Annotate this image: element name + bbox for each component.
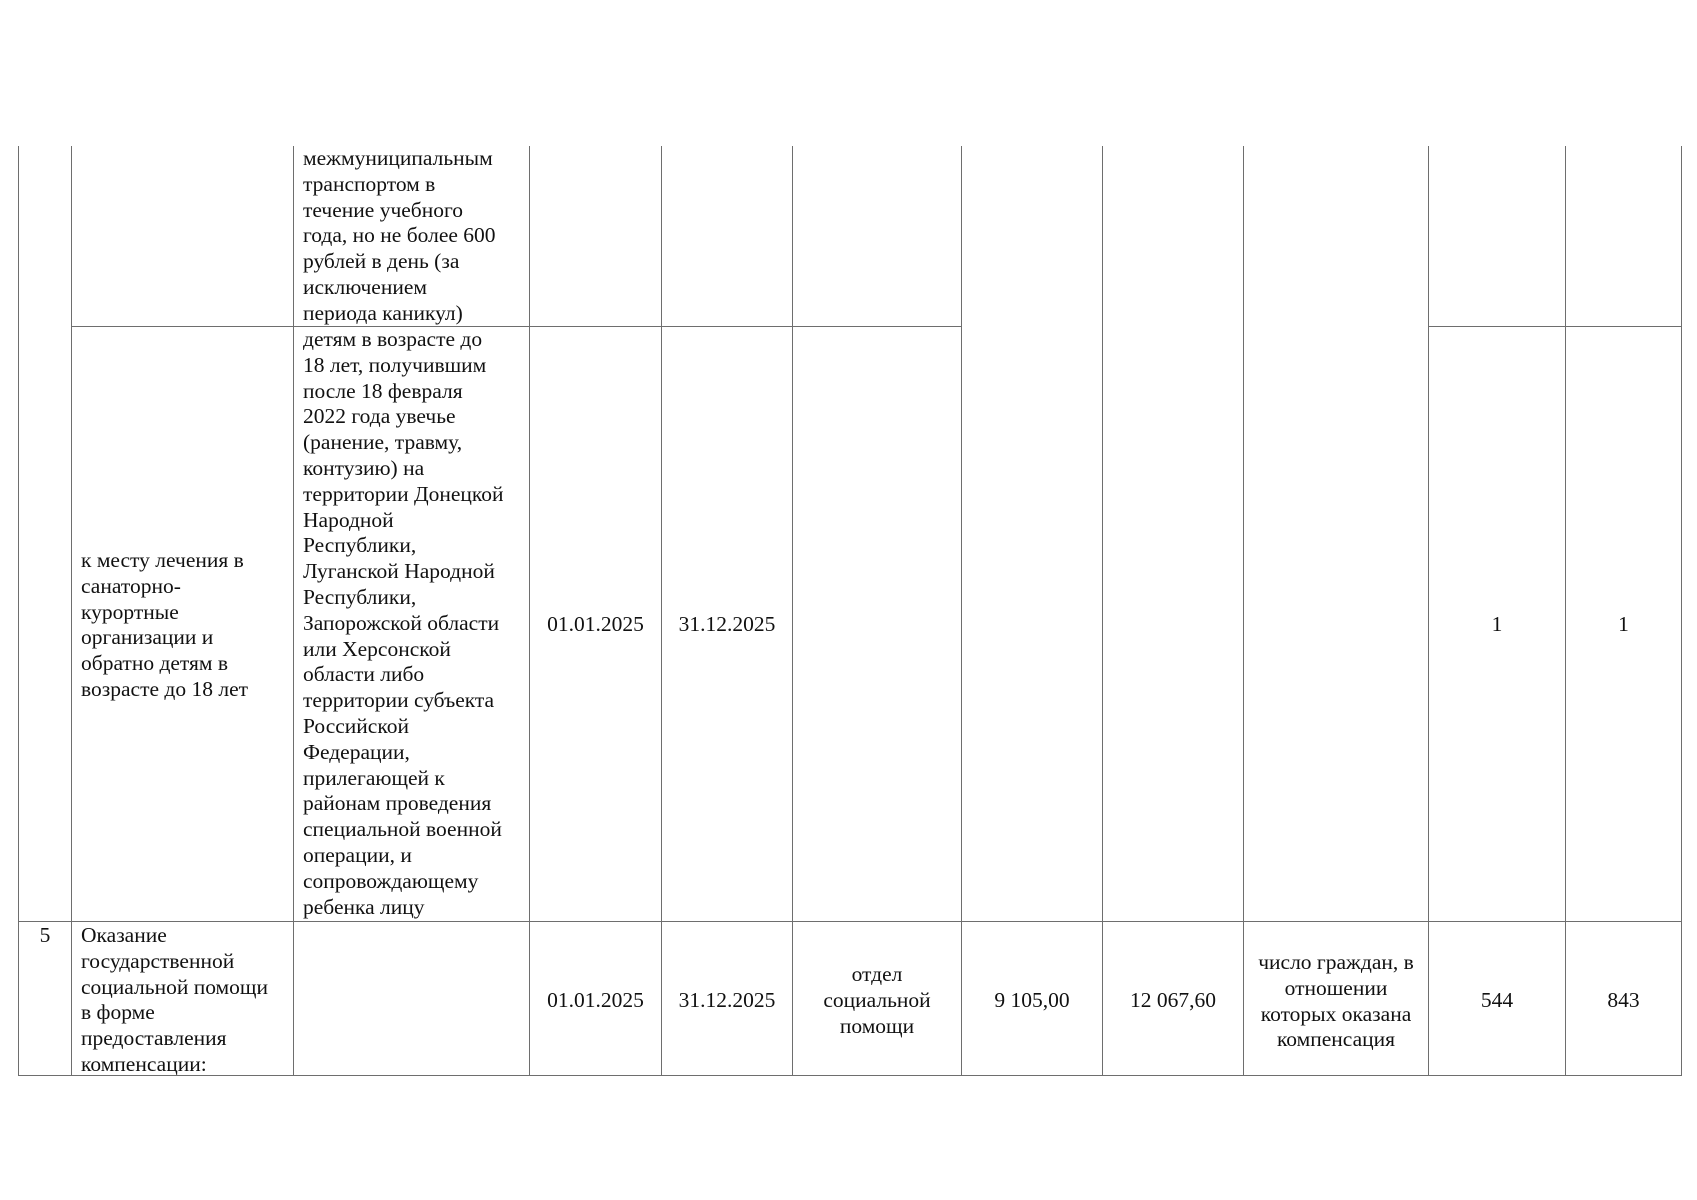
row-5-indicator: число граждан, в отношении которых оказана компенсация xyxy=(1258,950,1414,1052)
travel-row-value-1: 1 xyxy=(1491,612,1503,636)
row-5-start-date: 01.01.2025 xyxy=(547,988,644,1012)
travel-row-end-date: 31.12.2025 xyxy=(678,612,776,636)
row-5-value-1: 544 xyxy=(1480,988,1514,1012)
col-divider-10 xyxy=(1565,146,1566,1076)
row-5-amount-2: 12 067,60 xyxy=(1130,988,1216,1012)
row-5-executor: отдел социальной помощи xyxy=(823,962,931,1038)
travel-row-measure-text: детям в возрасте до 18 лет, получившим после 18 февраля 2022 года увечье (ранение, травму, контузию) на территории Донецкой Народной Республики, Луганской Народной Республики, Запорожской области или Херсонской области либо территории субъекта Российской Федерации, прилегающей к районам проведения специальной военной операции, и сопровождающему ребенка лицу xyxy=(303,327,504,919)
table-border-right xyxy=(1681,146,1682,1076)
row-divider-lower xyxy=(18,921,1682,922)
continuation-measure-text: межмуниципальным транспортом в течение учебного года, но не более 600 рублей в день (за исключением периода каникул) xyxy=(303,146,496,325)
col-divider-3 xyxy=(529,146,530,1076)
travel-row-value-2: 1 xyxy=(1618,612,1629,636)
col-divider-4 xyxy=(661,146,662,1076)
row-5-name: Оказание государственной социальной помощи в форме предоставления компенсации: xyxy=(81,923,268,1076)
travel-row-name: к месту лечения в санаторно- курортные организации и обратно детям в возрасте до 18 лет xyxy=(81,548,249,701)
col-divider-7 xyxy=(1102,146,1103,1076)
col-divider-5 xyxy=(792,146,793,1076)
col-divider-1 xyxy=(71,146,72,1076)
col-divider-9 xyxy=(1428,146,1429,1076)
row-5-number: 5 xyxy=(39,923,51,947)
col-divider-2 xyxy=(293,146,294,1076)
travel-row-start-date: 01.01.2025 xyxy=(547,612,644,636)
row-5-value-2: 843 xyxy=(1607,988,1640,1012)
row-divider-upper-b xyxy=(1428,326,1682,327)
row-5-end-date: 31.12.2025 xyxy=(678,988,776,1012)
row-5-amount-1: 9 105,00 xyxy=(994,988,1070,1012)
col-divider-6 xyxy=(961,146,962,1076)
col-divider-8 xyxy=(1243,146,1244,1076)
